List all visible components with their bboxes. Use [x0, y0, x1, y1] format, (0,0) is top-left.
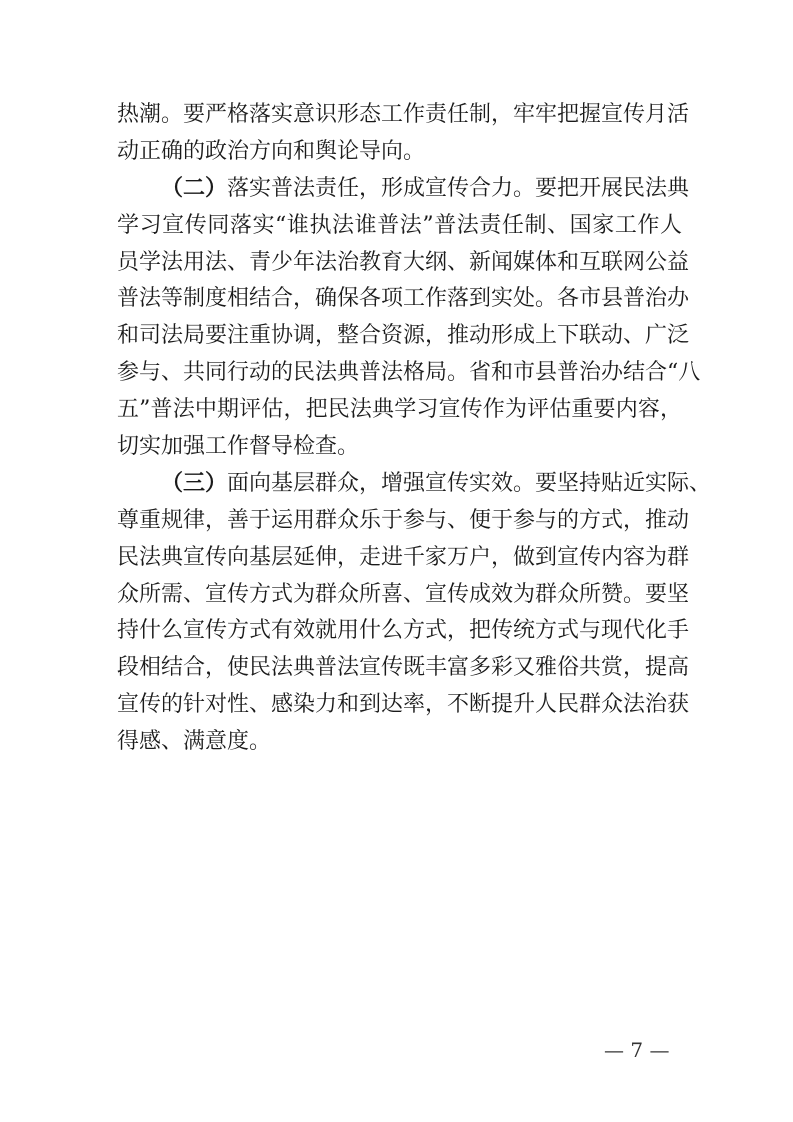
text-line: 宣传的针对性、感染力和到达率，不断提升人民群众法治获 — [117, 692, 690, 718]
text-line: 众所需、宣传方式为群众所喜、宣传成效为群众所赞。要坚 — [117, 581, 690, 607]
section-heading-text: 落实普法责任，形成宣传合力。要把开展民法典 — [227, 175, 690, 201]
text-line: 得感、满意度。 — [117, 729, 272, 755]
text-line: 持什么宣传方式有效就用什么方式，把传统方式与现代化手 — [117, 618, 690, 644]
text-line: 员学法用法、青少年法治教育大纲、新闻媒体和互联网公益 — [117, 249, 690, 275]
text-line: 普法等制度相结合，确保各项工作落到实处。各市县普治办 — [117, 286, 690, 312]
text-line: 参与、共同行动的民法典普法格局。省和市县普治办结合“八 — [117, 360, 701, 386]
text-line: 民法典宣传向基层延伸，走进千家万户，做到宣传内容为群 — [117, 544, 690, 570]
section-heading-2 — [117, 171, 690, 208]
page-number: — 7 — — [604, 1038, 670, 1062]
text-line: 五”普法中期评估，把民法典学习宣传作为评估重要内容， — [117, 397, 682, 423]
text-line: 热潮。要严格落实意识形态工作责任制，牢牢把握宣传月活 — [117, 102, 690, 127]
section-heading-text: 面向基层群众，增强宣传实效。要坚持贴近实际、 — [227, 470, 712, 496]
text-line: 尊重规律，善于运用群众乐于参与、便于参与的方式，推动 — [117, 507, 690, 533]
text-line: 动正确的政治方向和舆论导向。 — [117, 138, 426, 164]
section-heading-3 — [117, 466, 712, 503]
section-label: （二） — [161, 175, 228, 201]
section-label: （三） — [161, 470, 228, 496]
text-line: 学习宣传同落实“谁执法谁普法”普法责任制、国家工作人 — [117, 212, 682, 238]
text-line: 切实加强工作督导检查。 — [117, 434, 360, 460]
body-text — [117, 97, 712, 761]
text-line: 和司法局要注重协调，整合资源，推动形成上下联动、广泛 — [117, 323, 690, 349]
text-line: 段相结合，使民法典普法宣传既丰富多彩又雅俗共赏，提高 — [117, 655, 690, 681]
